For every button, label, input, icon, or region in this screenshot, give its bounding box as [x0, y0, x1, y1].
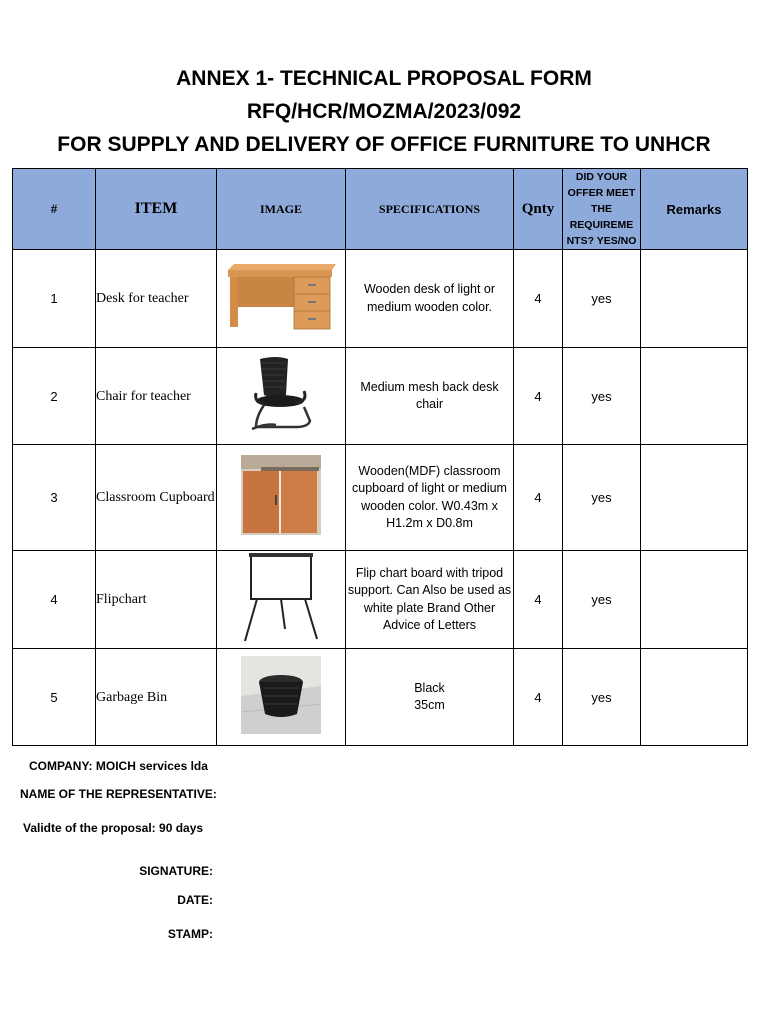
table-row: [13, 649, 748, 746]
table-row: [13, 250, 748, 348]
title-line-3: FOR SUPPLY AND DELIVERY OF OFFICE FURNITURE TO UNHCR: [57, 133, 711, 156]
form-title: [0, 62, 768, 161]
chair-image: [217, 348, 346, 445]
stamp-label: STAMP:: [167, 927, 213, 941]
item-specs: Medium mesh back desk chair: [346, 348, 514, 445]
meets-requirements: yes: [563, 649, 641, 746]
item-name: Flipchart: [96, 551, 217, 649]
remarks-cell[interactable]: [641, 250, 748, 348]
item-qty: 4: [514, 551, 563, 649]
garbage-bin-image: [217, 649, 346, 746]
cupboard-image: [217, 445, 346, 551]
item-specs: Flip chart board with tripod support. Can Also be used as white plate Brand Other Advice of Letters: [346, 551, 514, 649]
date-label: DATE:: [177, 893, 213, 907]
item-name: Chair for teacher: [96, 348, 217, 445]
meets-requirements: yes: [563, 250, 641, 348]
row-number: 4: [13, 551, 96, 649]
item-qty: 4: [514, 250, 563, 348]
col-header-remarks: Remarks: [641, 169, 748, 250]
remarks-cell[interactable]: [641, 551, 748, 649]
signature-label: SIGNATURE:: [139, 864, 213, 878]
item-name: Desk for teacher: [96, 250, 217, 348]
row-number: 3: [13, 445, 96, 551]
item-specs: Wooden desk of light or medium wooden color.: [346, 250, 514, 348]
col-header-num: #: [13, 169, 96, 250]
item-specs: Black 35cm: [346, 649, 514, 746]
table-header-row: [13, 169, 748, 250]
item-specs: Wooden(MDF) classroom cupboard of light or medium wooden color. W0.43m x H1.2m x D0.8m: [346, 445, 514, 551]
title-line-1: ANNEX 1- TECHNICAL PROPOSAL FORM: [176, 67, 592, 90]
row-number: 2: [13, 348, 96, 445]
row-number: 5: [13, 649, 96, 746]
remarks-cell[interactable]: [641, 348, 748, 445]
proposal-table: [12, 168, 748, 746]
col-header-image: IMAGE: [217, 169, 346, 250]
col-header-meet: DID YOUR OFFER MEET THE REQUIREME NTS? YES/NO: [563, 169, 641, 250]
meets-requirements: yes: [563, 348, 641, 445]
desk-image: [217, 250, 346, 348]
item-qty: 4: [514, 445, 563, 551]
col-header-specs: SPECIFICATIONS: [346, 169, 514, 250]
flipchart-image: [217, 551, 346, 649]
meets-requirements: yes: [563, 445, 641, 551]
validity-label: Validte of the proposal: 90 days: [23, 821, 204, 835]
title-line-2: RFQ/HCR/MOZMA/2023/092: [246, 100, 522, 123]
table-row: [13, 551, 748, 649]
item-name: Garbage Bin: [96, 649, 217, 746]
meets-requirements: yes: [563, 551, 641, 649]
item-qty: 4: [514, 348, 563, 445]
table-row: [13, 445, 748, 551]
remarks-cell[interactable]: [641, 445, 748, 551]
row-number: 1: [13, 250, 96, 348]
company-name: COMPANY: MOICH services lda: [29, 759, 208, 773]
table-row: [13, 348, 748, 445]
col-header-item: ITEM: [96, 169, 217, 250]
item-qty: 4: [514, 649, 563, 746]
col-header-qnty: Qnty: [514, 169, 563, 250]
remarks-cell[interactable]: [641, 649, 748, 746]
item-name: Classroom Cupboard: [96, 445, 217, 551]
representative-label: NAME OF THE REPRESENTATIVE:: [20, 787, 217, 801]
